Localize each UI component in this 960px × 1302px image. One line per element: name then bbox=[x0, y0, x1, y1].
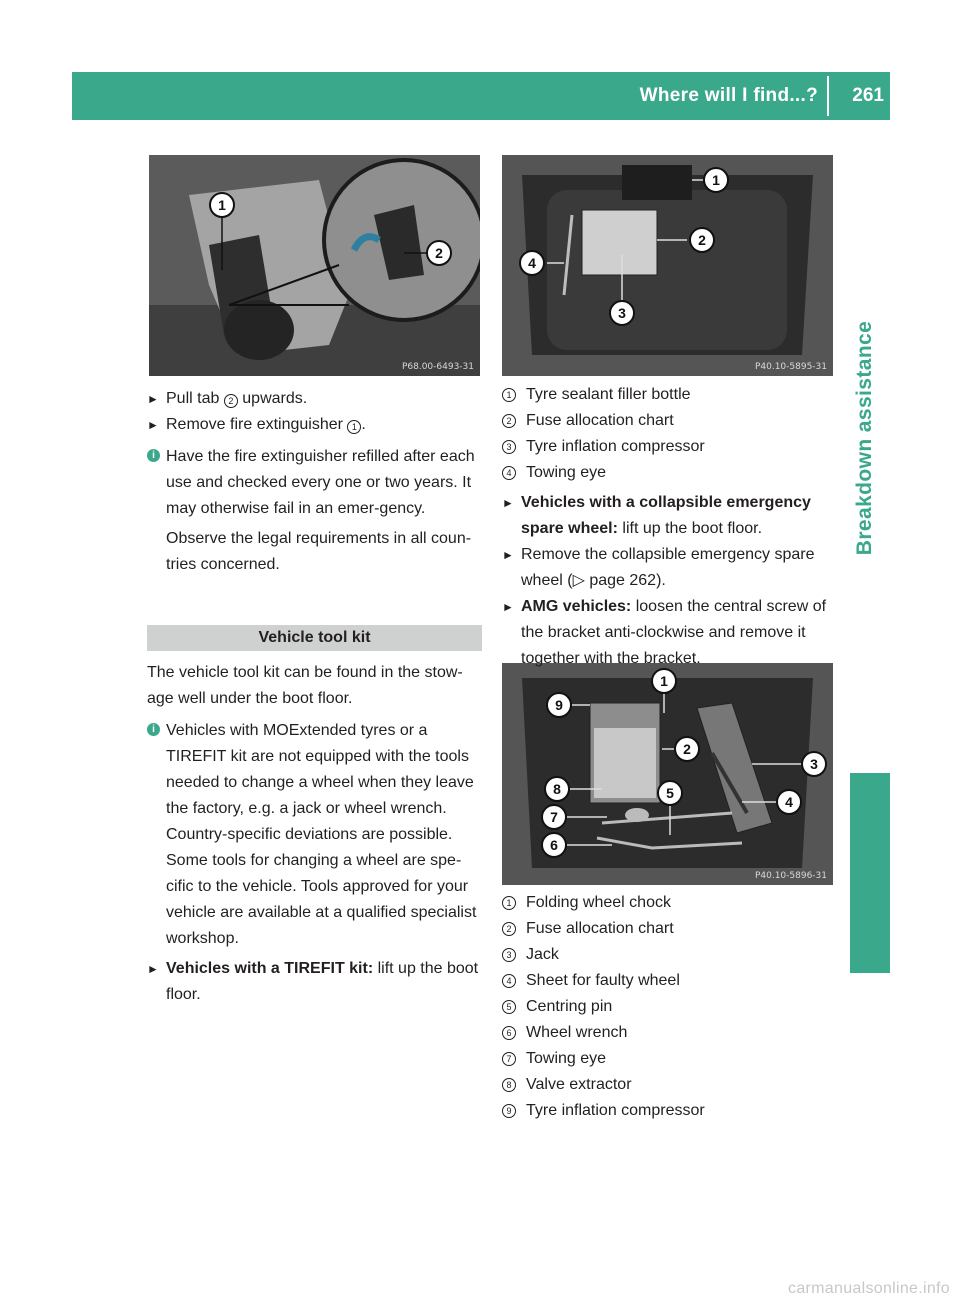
legend-number: 3 bbox=[502, 440, 516, 454]
legend-item: 7 Towing eye bbox=[502, 1046, 836, 1072]
instruction-step: ► Pull tab 2 upwards. bbox=[147, 386, 482, 412]
photo3-callout-2 bbox=[675, 737, 699, 761]
svg-text:2: 2 bbox=[683, 741, 691, 757]
photo3-callout-9 bbox=[547, 693, 571, 717]
svg-text:9: 9 bbox=[555, 697, 563, 713]
photo-reference-code: P40.10-5895-31 bbox=[754, 362, 827, 372]
instruction-step: ► Remove fire extinguisher 1 . bbox=[147, 412, 482, 438]
svg-text:4: 4 bbox=[785, 794, 793, 810]
page-number: 261 bbox=[852, 85, 884, 106]
instruction-step: ► Remove the collapsible emergency spare wheel (▷ page 262). bbox=[502, 542, 836, 594]
page-title: Where will I find...? bbox=[639, 85, 818, 106]
photo-reference-code: P40.10-5896-31 bbox=[754, 871, 827, 881]
photo3-callout-1 bbox=[652, 669, 676, 693]
instruction-step: ► Vehicles with a TIREFIT kit: lift up the boot floor. bbox=[147, 956, 482, 1008]
legend-item: 2 Fuse allocation chart bbox=[502, 916, 836, 942]
legend-item: 9 Tyre inflation compressor bbox=[502, 1098, 836, 1124]
photo3-callout-4 bbox=[777, 790, 801, 814]
legend-number: 3 bbox=[502, 948, 516, 962]
photo2-callout-1 bbox=[704, 168, 728, 192]
legend-number: 9 bbox=[502, 1104, 516, 1118]
header-separator bbox=[827, 76, 829, 116]
legend-number: 4 bbox=[502, 466, 516, 480]
callout-number: 1 bbox=[347, 420, 361, 434]
legend-number: 1 bbox=[502, 388, 516, 402]
info-icon: i bbox=[147, 449, 160, 462]
right-column-upper bbox=[502, 382, 836, 672]
legend-number: 8 bbox=[502, 1078, 516, 1092]
photo2-callout-4 bbox=[520, 251, 544, 275]
svg-text:1: 1 bbox=[218, 197, 226, 213]
svg-text:3: 3 bbox=[618, 305, 626, 321]
photo1-callout-1 bbox=[210, 193, 234, 217]
left-column-upper bbox=[147, 386, 482, 578]
section-heading: Vehicle tool kit bbox=[147, 625, 482, 651]
photo3-callout-3 bbox=[802, 752, 826, 776]
photo1-callout-2 bbox=[427, 241, 451, 265]
page-header bbox=[72, 72, 890, 120]
legend-number: 2 bbox=[502, 922, 516, 936]
svg-text:7: 7 bbox=[550, 809, 558, 825]
legend-number: 5 bbox=[502, 1000, 516, 1014]
photo3-callout-6 bbox=[542, 833, 566, 857]
photo2-callout-2 bbox=[690, 228, 714, 252]
svg-text:8: 8 bbox=[553, 781, 561, 797]
legend-item: 4 Sheet for faulty wheel bbox=[502, 968, 836, 994]
step-arrow-icon: ► bbox=[502, 496, 514, 510]
legend-number: 6 bbox=[502, 1026, 516, 1040]
left-column-lower bbox=[147, 660, 482, 1008]
legend-item: 8 Valve extractor bbox=[502, 1072, 836, 1098]
step-arrow-icon: ► bbox=[147, 418, 159, 432]
info-note: i Have the fire extinguisher refilled after each use and checked every one or two years. It may otherwise fail in an emer-gency. Observe the legal requirements in all coun-tries concerned. bbox=[147, 444, 482, 578]
step-arrow-icon: ► bbox=[502, 548, 514, 562]
callout-number: 2 bbox=[224, 394, 238, 408]
svg-text:1: 1 bbox=[660, 673, 668, 689]
photo2-callout-3 bbox=[610, 301, 634, 325]
legend-item: 4 Towing eye bbox=[502, 460, 836, 486]
legend-item: 3 Tyre inflation compressor bbox=[502, 434, 836, 460]
info-note: i Vehicles with MOExtended tyres or a TIREFIT kit are not equipped with the tools needed to change a wheel when they leave the factory, e.g. a jack or wheel wrench. Country-specific deviations are possible. Some tools for changing a wheel are spe-cific to the vehicle. Tools approved for your vehicle are available at a qualified specialist workshop. bbox=[147, 718, 482, 952]
photo3-callout-7 bbox=[542, 805, 566, 829]
svg-text:5: 5 bbox=[666, 785, 674, 801]
step-arrow-icon: ► bbox=[147, 962, 159, 976]
legend-number: 2 bbox=[502, 414, 516, 428]
instruction-step: ► Vehicles with a collapsible emergency spare wheel: lift up the boot floor. bbox=[502, 490, 836, 542]
instruction-step: ► AMG vehicles: loosen the central screw of the bracket anti-clockwise and remove it together with the bracket. bbox=[502, 594, 836, 672]
step-arrow-icon: ► bbox=[147, 392, 159, 406]
svg-text:1: 1 bbox=[712, 172, 720, 188]
info-icon: i bbox=[147, 723, 160, 736]
photo-reference-code: P68.00-6493-31 bbox=[401, 362, 474, 372]
legend-item: 3 Jack bbox=[502, 942, 836, 968]
svg-text:6: 6 bbox=[550, 837, 558, 853]
boot-tirefit-photo bbox=[502, 155, 833, 376]
chapter-tab bbox=[840, 128, 890, 758]
section-intro: The vehicle tool kit can be found in the stow-age well under the boot floor. bbox=[147, 664, 463, 707]
svg-text:4: 4 bbox=[528, 255, 536, 271]
legend-item: 2 Fuse allocation chart bbox=[502, 408, 836, 434]
photo3-callout-8 bbox=[545, 777, 569, 801]
svg-text:3: 3 bbox=[810, 756, 818, 772]
page-reference-icon: ▷ bbox=[572, 572, 585, 589]
legend-number: 1 bbox=[502, 896, 516, 910]
svg-text:2: 2 bbox=[435, 245, 443, 261]
chapter-tab-label: Breakdown assistance bbox=[853, 320, 876, 556]
legend-number: 4 bbox=[502, 974, 516, 988]
chapter-marker bbox=[850, 773, 890, 973]
photo3-callout-5 bbox=[658, 781, 682, 805]
fire-extinguisher-photo bbox=[149, 155, 480, 376]
legend-item: 1 Folding wheel chock bbox=[502, 890, 836, 916]
legend-item: 6 Wheel wrench bbox=[502, 1020, 836, 1046]
step-arrow-icon: ► bbox=[502, 600, 514, 614]
boot-toolkit-photo bbox=[502, 663, 833, 885]
right-column-lower bbox=[502, 890, 836, 1124]
legend-number: 7 bbox=[502, 1052, 516, 1066]
watermark: carmanualsonline.info bbox=[788, 1280, 950, 1297]
page-reference-link[interactable]: page 262). bbox=[589, 572, 666, 589]
svg-text:2: 2 bbox=[698, 232, 706, 248]
legend-item: 5 Centring pin bbox=[502, 994, 836, 1020]
legend-item: 1 Tyre sealant filler bottle bbox=[502, 382, 836, 408]
